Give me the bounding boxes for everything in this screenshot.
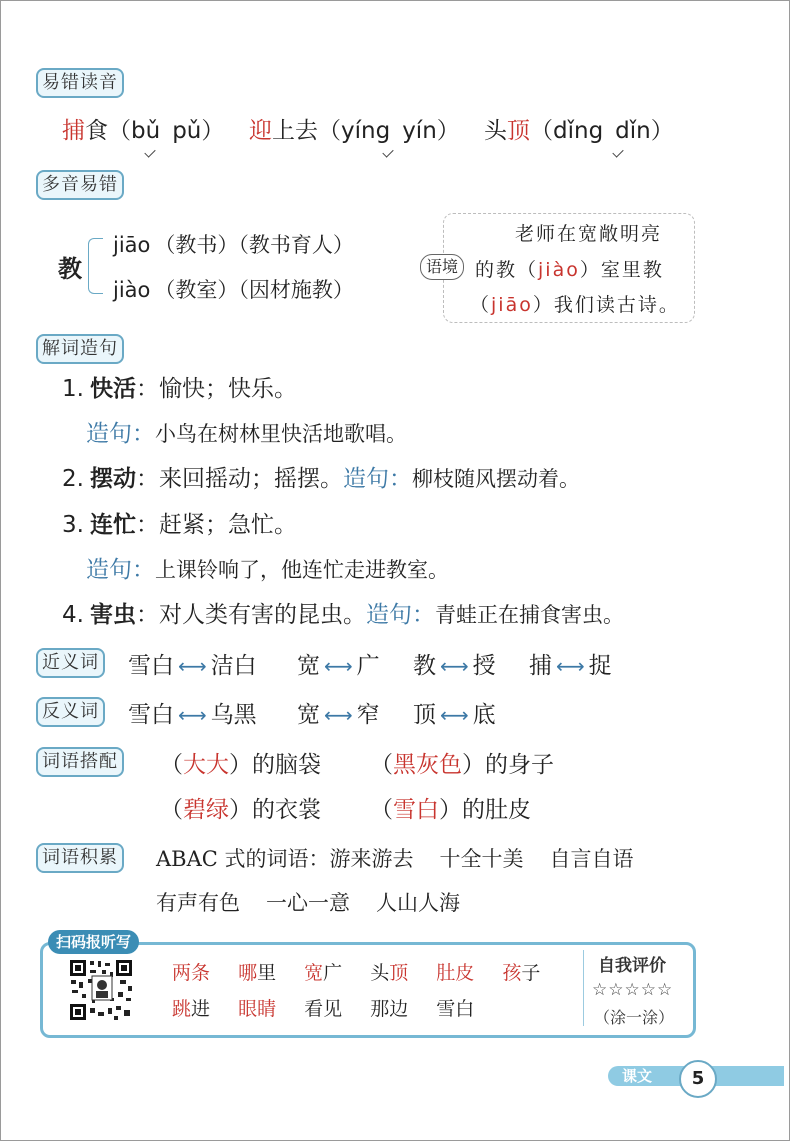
accumulate-word: 有声有色 [156, 891, 240, 915]
explain-1-sentence: 小鸟在树林里快活地歌唱。 [155, 422, 407, 446]
explain-1-sentence-label: 造句： [86, 421, 155, 447]
double-arrow-icon: ⟷ [440, 703, 469, 727]
dictation-word: 肚皮 [436, 962, 475, 984]
section-tag-polyphone: 多音易错 [36, 170, 124, 200]
double-arrow-icon: ⟷ [324, 654, 353, 678]
collocation-3-answer: 碧绿 [183, 797, 229, 823]
explain-4-word: 害虫 [89, 602, 136, 628]
double-arrow-icon: ⟷ [178, 654, 207, 678]
explain-4-def: ：对人类有害的昆虫。 [135, 602, 366, 628]
pron-item-1 [62, 112, 224, 145]
qr-code-icon[interactable] [68, 958, 134, 1022]
context-line-3 [470, 290, 680, 317]
explain-4-num: 4. [62, 602, 84, 628]
collocation-4-rest: 的肚皮 [462, 797, 531, 823]
explain-4-sentence: 青蛙正在捕食害虫。 [434, 603, 624, 627]
double-arrow-icon: ⟷ [324, 703, 353, 727]
pron-item-2 [249, 112, 460, 145]
explain-item-2 [62, 460, 580, 493]
synonym-4-b: 捉 [588, 653, 612, 679]
polyphone-2-pinyin: jiào [113, 278, 151, 302]
collocation-2-answer: 黑灰色 [393, 752, 462, 778]
pron-3-option-b: dǐn [615, 118, 651, 144]
explain-4-sentence-label: 造句： [365, 602, 435, 628]
double-arrow-icon: ⟷ [178, 703, 207, 727]
synonym-pair-1 [128, 647, 257, 680]
pron-1-highlight: 捕 [62, 118, 85, 144]
pron-3-close: ） [650, 118, 674, 144]
synonym-pair-3 [413, 647, 496, 680]
polyphone-line-2 [113, 274, 354, 304]
context-line-3-pinyin: jiāo [491, 294, 533, 316]
antonym-2-b: 窄 [356, 702, 380, 728]
explain-2-def: ：来回摇动；摇摆。 [135, 466, 343, 492]
dictation-word-rest: 里 [257, 962, 277, 984]
checkmark-icon [611, 149, 625, 157]
polyphone-2-word-1: （教室） [154, 278, 239, 302]
pron-3-option-a: dǐng [553, 118, 604, 144]
dictation-word: 那边 [370, 998, 409, 1020]
pron-2-close: ） [436, 118, 460, 144]
context-line-2-b: ）室里教 [579, 259, 664, 281]
context-line-3-b: ）我们读古诗。 [532, 294, 680, 316]
double-arrow-icon: ⟷ [556, 654, 585, 678]
explain-3-sentence: 上课铃响了，他连忙走进教室。 [155, 558, 449, 582]
antonym-3-b: 底 [472, 702, 496, 728]
double-arrow-icon: ⟷ [440, 654, 469, 678]
accumulate-word: 一心一意 [266, 891, 350, 915]
polyphone-1-word-2: （教书育人） [238, 233, 354, 257]
explain-2-sentence: 柳枝随风摆动着。 [411, 467, 580, 491]
polyphone-1-word-1: （教书） [154, 233, 239, 257]
pron-item-3 [484, 112, 674, 145]
dictation-word-pre: 头 [370, 962, 390, 984]
explain-item-4 [62, 596, 624, 629]
dictation-word-rest: 广 [323, 962, 343, 984]
explain-3-word: 连忙 [89, 512, 136, 538]
pron-1-open: （ [108, 118, 131, 144]
collocation-2 [370, 746, 554, 779]
pron-2-open: （ [318, 118, 341, 144]
antonym-1-a: 雪白 [128, 702, 174, 728]
self-eval-stars[interactable]: ☆☆☆☆☆ [592, 980, 674, 1000]
collocation-3-open: （ [160, 797, 183, 823]
collocation-1-rest: 的脑袋 [252, 752, 321, 778]
synonym-1-b: 洁白 [210, 653, 257, 679]
pron-1-option-a: bǔ [131, 118, 161, 144]
dictation-word: 看见 [304, 998, 343, 1020]
synonym-1-a: 雪白 [128, 653, 174, 679]
synonym-pair-2 [297, 647, 380, 680]
collocation-3-rest: 的衣裳 [252, 797, 321, 823]
self-eval-hint: （涂一涂） [594, 1008, 675, 1027]
dictation-word-red: 顶 [389, 962, 409, 984]
accumulate-word: 人山人海 [376, 891, 460, 915]
dictation-word-red: 孩 [502, 962, 522, 984]
accumulate-prefix: ABAC 式的词语： [156, 847, 330, 871]
pron-1-rest: 食 [85, 118, 108, 144]
section-tag-easy-wrong-pron: 易错读音 [36, 68, 124, 98]
pron-3-highlight: 顶 [507, 118, 530, 144]
synonym-pair-4 [529, 647, 612, 680]
explain-3-def: ：赶紧；急忙。 [135, 512, 297, 538]
synonym-3-b: 授 [472, 653, 496, 679]
dictation-word: 雪白 [436, 998, 475, 1020]
collocation-4 [370, 791, 531, 824]
dictation-word-rest: 进 [191, 998, 211, 1020]
context-line-2-pinyin: jiào [538, 259, 580, 281]
antonym-2-a: 宽 [297, 702, 320, 728]
explain-2-word: 摆动 [89, 466, 136, 492]
collocation-4-close: ） [439, 797, 462, 823]
polyphone-bracket [88, 238, 103, 294]
context-line-3-a: （ [470, 294, 492, 316]
accumulate-line-2 [156, 887, 460, 917]
collocation-1-close: ） [229, 752, 252, 778]
dictation-word: 眼睛 [238, 998, 277, 1020]
collocation-3 [160, 791, 321, 824]
collocation-1-open: （ [160, 752, 183, 778]
checkmark-icon [381, 149, 395, 157]
antonym-1-b: 乌黑 [210, 702, 257, 728]
antonym-pair-3 [413, 696, 496, 729]
dictation-word-red: 宽 [304, 962, 324, 984]
polyphone-2-word-2: （因材施教） [238, 278, 354, 302]
pron-3-pre: 头 [484, 118, 507, 144]
accumulate-word: 游来游去 [329, 847, 414, 871]
context-tag: 语境 [420, 254, 464, 280]
collocation-1-answer: 大大 [183, 752, 229, 778]
explain-2-sentence-label: 造句： [342, 466, 412, 492]
explain-sentence-3 [86, 551, 449, 584]
scan-dictation-button[interactable]: 扫码报听写 [48, 930, 139, 954]
synonym-4-a: 捕 [529, 653, 552, 679]
synonym-3-a: 教 [413, 653, 436, 679]
explain-3-sentence-label: 造句： [86, 557, 155, 583]
checkmark-icon [143, 149, 157, 157]
dictation-row-2 [172, 994, 474, 1021]
explain-1-num: 1. [62, 376, 84, 402]
section-tag-accumulate: 词语积累 [36, 843, 124, 873]
explain-1-def: ：愉快；快乐。 [135, 376, 297, 402]
section-tag-synonym: 近义词 [36, 648, 105, 678]
pron-2-option-b: yín [402, 118, 437, 144]
explain-2-num: 2. [62, 466, 84, 492]
collocation-4-open: （ [370, 797, 393, 823]
explain-item-1 [62, 370, 297, 403]
antonym-3-a: 顶 [413, 702, 436, 728]
synonym-2-b: 广 [356, 653, 380, 679]
pron-3-open: （ [530, 118, 553, 144]
polyphone-1-pinyin: jiāo [113, 233, 151, 257]
page-number: 5 [679, 1060, 717, 1098]
synonym-2-a: 宽 [297, 653, 320, 679]
explain-sentence-1 [86, 415, 407, 448]
dictation-word-red: 哪 [238, 962, 258, 984]
collocation-2-rest: 的身子 [485, 752, 554, 778]
pron-2-highlight: 迎 [249, 118, 272, 144]
accumulate-line-1 [156, 843, 634, 873]
section-tag-explain: 解词造句 [36, 334, 124, 364]
dictation-row-1 [172, 958, 540, 985]
dictation-divider [583, 950, 584, 1026]
section-tag-collocation: 词语搭配 [36, 747, 124, 777]
collocation-2-open: （ [370, 752, 393, 778]
dictation-word: 两条 [172, 962, 211, 984]
dictation-word-red: 跳 [172, 998, 192, 1020]
polyphone-char: 教 [58, 255, 82, 283]
accumulate-word: 自言自语 [549, 847, 634, 871]
antonym-pair-2 [297, 696, 380, 729]
context-line-2 [475, 255, 664, 282]
collocation-3-close: ） [229, 797, 252, 823]
pron-1-close: ） [201, 118, 225, 144]
section-tag-antonym: 反义词 [36, 697, 105, 727]
explain-item-3 [62, 506, 297, 539]
dictation-word-rest: 子 [521, 962, 541, 984]
antonym-pair-1 [128, 696, 257, 729]
pron-1-option-b: pǔ [172, 118, 202, 144]
collocation-2-close: ） [462, 752, 485, 778]
pron-2-option-a: yíng [341, 118, 391, 144]
context-line-2-a: 的教（ [475, 259, 539, 281]
collocation-1 [160, 746, 321, 779]
footer-label: 课文 [622, 1067, 653, 1085]
context-line-1: 老师在宽敞明亮 [515, 223, 663, 245]
collocation-4-answer: 雪白 [393, 797, 439, 823]
pron-2-rest: 上去 [272, 118, 318, 144]
explain-3-num: 3. [62, 512, 84, 538]
self-eval-title: 自我评价 [598, 956, 666, 976]
polyphone-line-1 [113, 229, 354, 259]
explain-1-word: 快活 [89, 376, 136, 402]
accumulate-word: 十全十美 [439, 847, 524, 871]
